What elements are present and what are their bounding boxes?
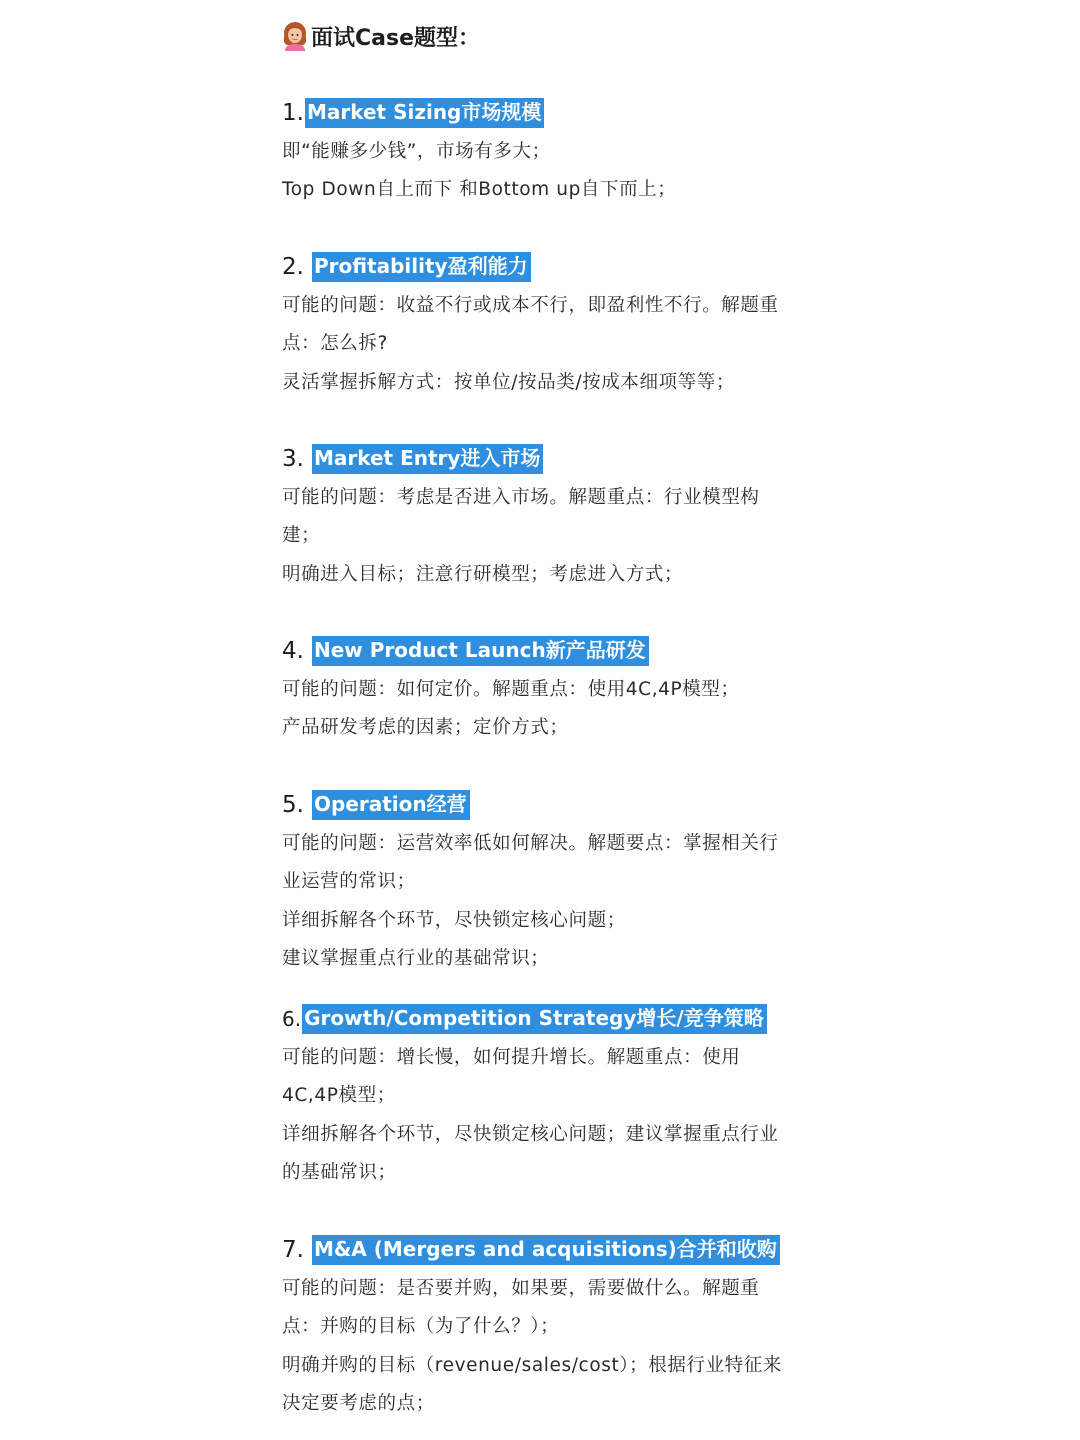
section-line: 业运营的常识；	[282, 871, 416, 893]
case-section-3	[282, 439, 842, 594]
section-line: 明确进入目标；注意行研模型；考虑进入方式；	[282, 563, 684, 585]
section-number: 7.	[282, 1237, 304, 1263]
section-heading	[282, 93, 842, 133]
section-line: 可能的问题：如何定价。解题重点：使用4C,4P模型；	[282, 679, 740, 700]
section-title: Operation经营	[312, 790, 470, 820]
section-line: 点：怎么拆?	[282, 333, 388, 355]
section-title: New Product Launch新产品研发	[312, 636, 649, 666]
section-heading	[282, 999, 842, 1039]
section-line: 即“能赚多少钱”，市场有多大；	[282, 141, 551, 162]
section-line: 明确并购的目标（revenue/sales/cost）；根据行业特征来	[282, 1354, 782, 1376]
case-section-4	[282, 631, 842, 748]
section-heading	[282, 1230, 842, 1270]
section-number: 5.	[282, 792, 304, 818]
section-line: 详细拆解各个环节，尽快锁定核心问题；	[282, 909, 626, 931]
case-section-5	[282, 785, 842, 979]
section-line: 产品研发考虑的因素；定价方式；	[282, 717, 569, 739]
section-line: 灵活掌握拆解方式：按单位/按品类/按成本细项等等；	[282, 371, 735, 393]
case-section-6	[282, 999, 842, 1193]
section-line: 详细拆解各个环节，尽快锁定核心问题；建议掌握重点行业	[282, 1123, 779, 1145]
section-heading	[282, 631, 842, 671]
case-section-7	[282, 1230, 842, 1424]
section-number: 4.	[282, 638, 304, 664]
section-title: Market Entry进入市场	[312, 444, 543, 474]
section-line: Top Down自上而下 和Bottom up自下而上；	[282, 179, 677, 201]
section-number: 6.	[282, 1007, 302, 1031]
section-heading	[282, 247, 842, 287]
section-line: 可能的问题：收益不行或成本不行，即盈利性不行。解题重	[282, 295, 779, 316]
section-number: 3.	[282, 446, 304, 472]
section-line: 的基础常识；	[282, 1162, 397, 1184]
section-number: 1.	[282, 100, 304, 126]
case-section-2	[282, 247, 842, 402]
section-line: 可能的问题：运营效率低如何解决。解题要点：掌握相关行	[282, 833, 779, 854]
woman-tipping-hand-icon	[282, 21, 308, 51]
section-line: 4C,4P模型；	[282, 1085, 396, 1107]
case-section-1	[282, 93, 842, 210]
section-line: 可能的问题：增长慢，如何提升增长。解题重点：使用	[282, 1047, 741, 1068]
section-line: 点：并购的目标（为了什么？）；	[282, 1316, 560, 1338]
section-title: Growth/Competition Strategy增长/竞争策略	[302, 1004, 767, 1034]
section-line: 决定要考虑的点；	[282, 1393, 435, 1415]
page-title: 面试Case题型：	[311, 25, 481, 51]
section-title: M&A (Mergers and acquisitions)合并和收购	[312, 1235, 780, 1265]
section-line: 建；	[282, 525, 321, 547]
section-heading	[282, 439, 842, 479]
section-line: 可能的问题：是否要并购，如果要，需要做什么。解题重	[282, 1278, 760, 1299]
section-line: 建议掌握重点行业的基础常识；	[282, 948, 550, 970]
section-line: 可能的问题：考虑是否进入市场。解题重点：行业模型构	[282, 487, 760, 508]
section-title: Profitability盈利能力	[312, 252, 531, 282]
section-heading	[282, 785, 842, 825]
page-title-row	[282, 14, 480, 58]
section-title: Market Sizing市场规模	[305, 98, 544, 128]
section-number: 2.	[282, 254, 304, 280]
